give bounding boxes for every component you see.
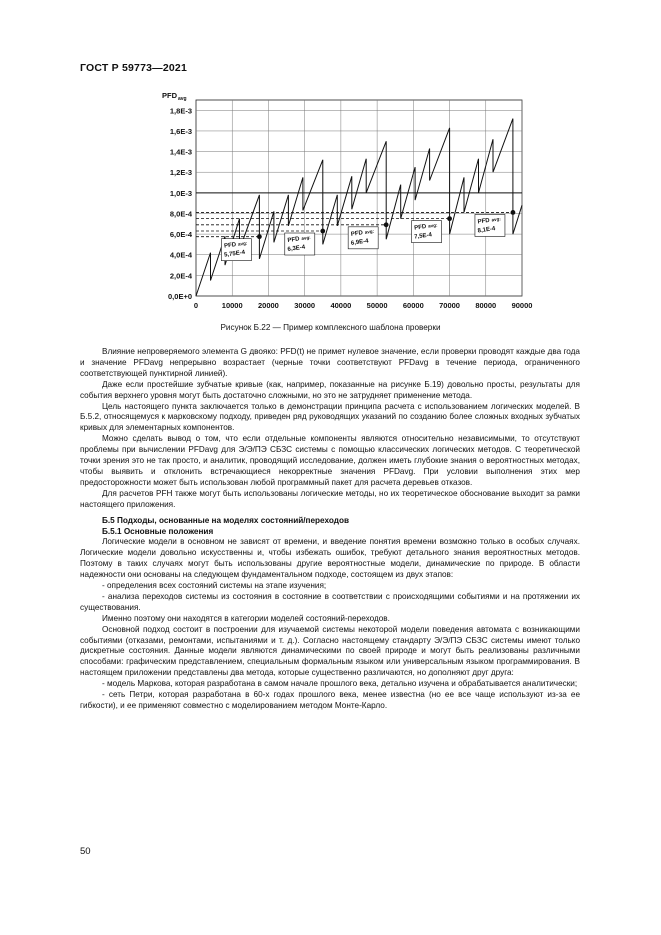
average-label-value: 8,1E-4	[477, 226, 496, 235]
figure-chart	[150, 86, 550, 318]
average-label-sub: avg:	[427, 222, 438, 229]
y-axis-label: PFD	[162, 91, 177, 100]
y-tick-label: 4,0E-4	[169, 250, 192, 260]
paragraph-2: Даже если простейшие зубчатые кривые (как, например, показанные на рисунке Б.19) довольно просты, результаты для события верхнего уровня могут быть достаточно сложными, но это не затрудняет применение метода.	[80, 379, 580, 400]
paragraph-3: Цель настоящего пункта заключается только в демонстрации принципа расчета с использованием логических моделей. В Б.5.2, относящемуся к марковскому подходу, приведен ряд руководящих указаний по созданию более сложных входных зубчатых кривых для элементарных компонентов.	[80, 401, 580, 433]
y-tick-label: 1,8E-3	[169, 106, 192, 116]
subsection-title: Б.5.1 Основные положения	[102, 526, 214, 536]
list-item-1: - определения всех состояний системы на этапе изучения;	[102, 581, 327, 591]
body-text	[80, 347, 580, 712]
average-label-value: 6,3E-4	[287, 244, 306, 253]
average-label-name: PFD	[350, 230, 364, 238]
y-tick-label: 1,2E-3	[169, 168, 192, 178]
plot-frame	[196, 100, 522, 296]
x-tick-label: 70000	[439, 301, 460, 310]
paragraph-7: Именно поэтому они находятся в категории моделей состояний-переходов.	[102, 613, 390, 623]
x-tick-label: 60000	[402, 301, 424, 310]
average-point	[257, 234, 262, 239]
list-item-2: - анализа переходов системы из состояния в состояние в соответствии с происходящими событиями и на протяжении их существования.	[80, 591, 580, 612]
y-tick-label: 2,0E-4	[169, 271, 192, 281]
average-point	[320, 229, 325, 234]
average-label-sub: avg:	[364, 228, 375, 235]
average-label-name: PFD	[223, 242, 237, 250]
average-point	[384, 222, 389, 227]
y-tick-label: 1,0E-3	[169, 188, 192, 198]
y-tick-label: 8,0E-4	[169, 209, 192, 219]
y-tick-label: 1,6E-3	[169, 126, 192, 136]
x-tick-label: 50000	[366, 301, 388, 310]
sawtooth-chart	[150, 86, 550, 318]
paragraph-6: Логические модели в основном не зависят от времени, и введение понятия времени возможно только в особых случаях. Логические модели довольно искусственны и, чтобы избежать ошибок, требуют детального знания вероятностных методов. Поэтому в таких случаях могут быть использованы другие вероятностные модели, динамические по природе. В области надежности они основаны на следующем фундаментальном подходе, состоящем из двух этапов:	[80, 537, 580, 580]
figure-caption: Рисунок Б.22 — Пример комплексного шаблона проверки	[220, 323, 441, 332]
average-label-name: PFD	[287, 236, 300, 244]
paragraph-1: Влияние непроверяемого элемента G двояко: PFD(t) не примет нулевое значение, если проверки проводят каждые два года и значение PFDavg непрерывно возрастает (черные точки соответствуют PFDavg в течение периода, ограниченного соответствующей пунктирной линией).	[80, 347, 580, 378]
x-tick-label: 80000	[475, 301, 497, 310]
average-label-value: 5,75E-4	[223, 249, 246, 259]
section-title: Б.5 Подходы, основанные на моделях состояний/переходов	[102, 515, 349, 525]
average-label-name: PFD	[477, 217, 491, 226]
page-number: 50	[80, 846, 91, 857]
list-item-3: - модель Маркова, которая разработана в самом начале прошлого века, детально изучена и обрабатывается аналитически;	[102, 679, 578, 689]
x-tick-label: 30000	[294, 301, 316, 310]
average-point	[511, 210, 516, 215]
paragraph-8: Основной подход состоит в построении для изучаемой системы некоторой модели поведения автомата с возникающими событиями (отказами, ремонтами, испытаниями и т. д.). Согласно настоящему стандарту Э/Э/ПЭ СБЗС системы имеют только дискретные состояния. Данные модели являются динамическими по своей природе и могут быть реализованы различными способами: графическим представлением, специальным формальным языком или универсальным языком программирования. В настоящем приложении представлены два метода, которые существенно различаются, но дополняют друг друга:	[80, 624, 580, 678]
x-tick-label: 10000	[221, 301, 243, 310]
y-axis-label-sub: avg	[178, 96, 187, 102]
average-label-name: PFD	[413, 224, 427, 232]
x-tick-label: 40000	[330, 301, 352, 310]
x-tick-label: 90000	[511, 301, 533, 310]
y-tick-label: 0,0E+0	[168, 292, 192, 301]
y-tick-label: 1,4E-3	[169, 147, 192, 157]
document-header: ГОСТ Р 59773—2021	[80, 62, 188, 74]
average-label-sub: avg:	[491, 216, 502, 223]
list-item-4: - сеть Петри, которая разработана в 60-х годах прошлого века, менее известна (но ее все чаще используют из-за ее гибкости), и ее применяют совместно с моделированием методом Монте-Карло.	[80, 690, 580, 710]
average-point	[447, 216, 452, 221]
paragraph-5: Для расчетов PFH также могут быть использованы логические методы, но их теоретическое обоснование выходит за рамки настоящего приложения.	[80, 488, 580, 509]
average-label-value: 6,9E-4	[350, 238, 369, 247]
series-line	[196, 119, 522, 296]
x-tick-label: 0	[193, 301, 199, 310]
average-label-value: 7,5E-4	[413, 232, 433, 241]
average-label-sub: avg:	[237, 240, 248, 247]
paragraph-4: Можно сделать вывод о том, что если отдельные компоненты являются относительно независимыми, то отсутствуют проблемы при вычислении PFDavg для Э/Э/ПЭ СБЗС системы с помощью классических логических методов. С теоретической точки зрения это не так просто, и аналитик, проводящий исследование, должен иметь глубокие знания о вероятностных методах, чтобы выявить и отклонить встречающиеся некорректные значения PFDavg. При условии выполнения этих мер предосторожности может быть использован любой программный пакет для расчета деревьев отказов.	[80, 434, 580, 487]
average-label-sub: avg:	[301, 234, 311, 242]
x-tick-label: 20000	[258, 301, 279, 310]
y-tick-label: 6,0E-4	[169, 230, 192, 240]
